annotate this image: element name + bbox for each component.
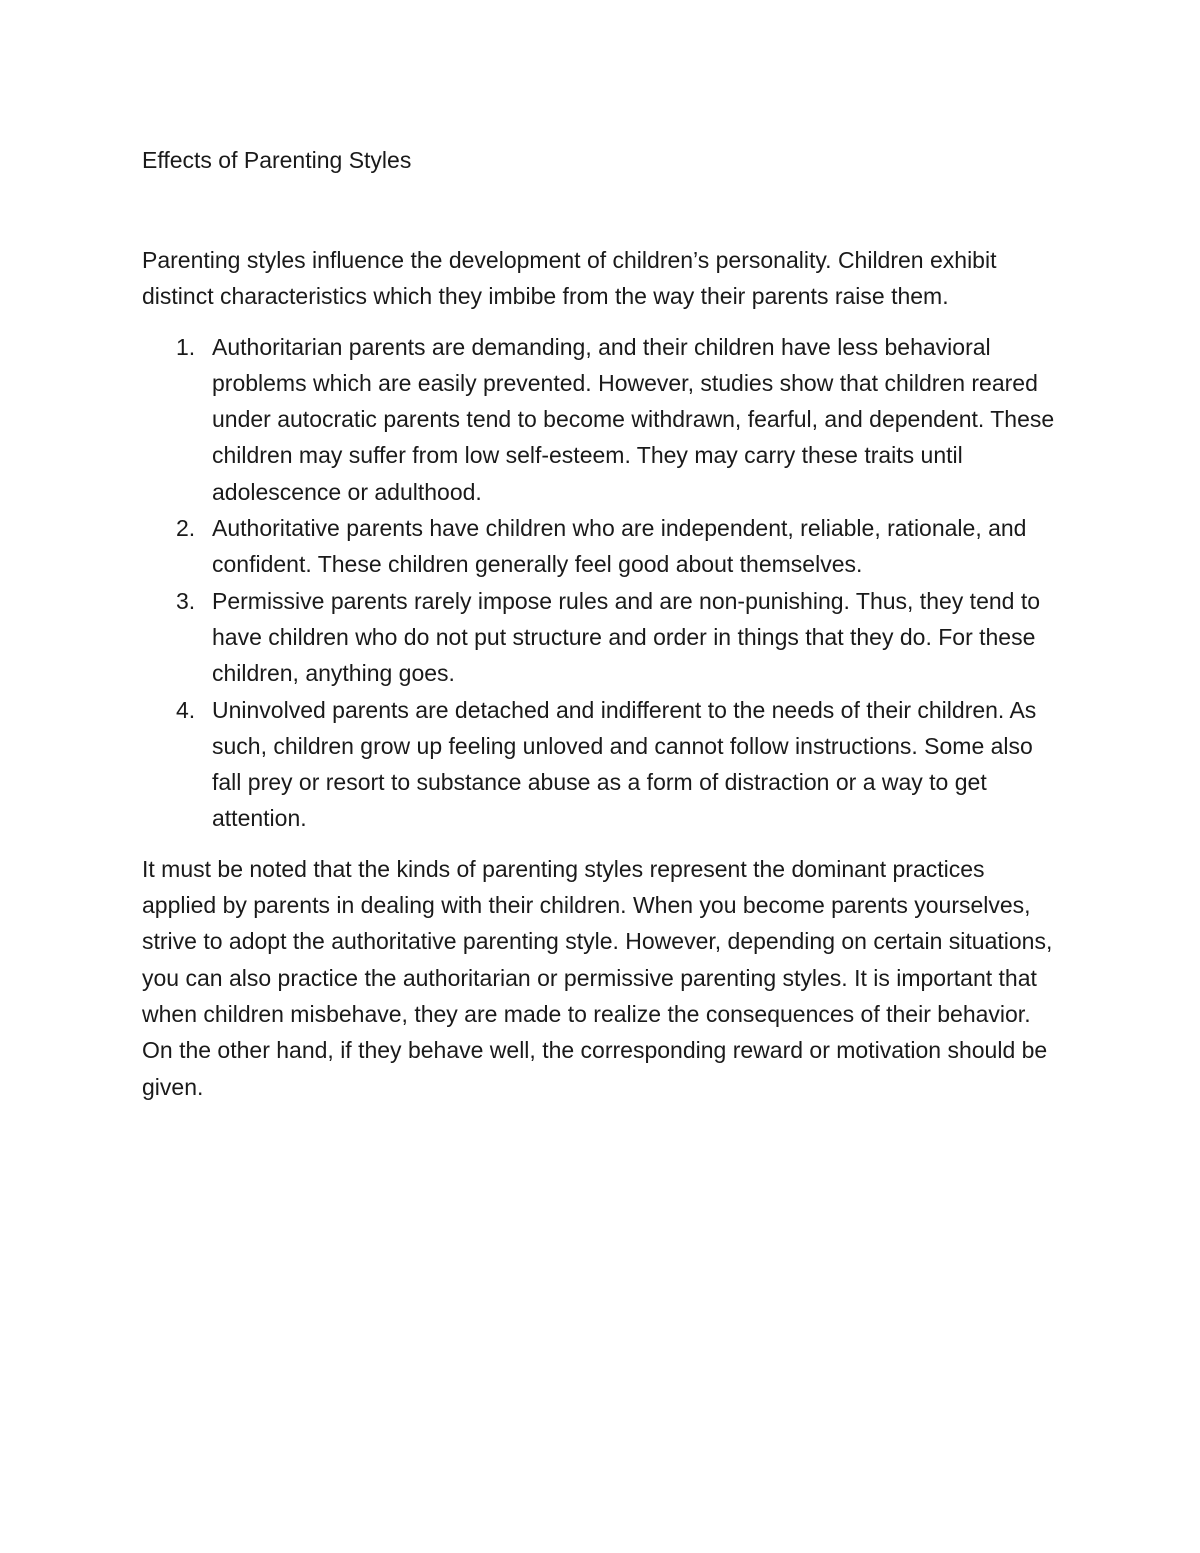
- list-item-number: 3.: [176, 587, 196, 614]
- list-item-number: 2.: [176, 515, 196, 542]
- list-item: [142, 583, 1062, 692]
- list-item: [142, 692, 1062, 837]
- parenting-styles-list: [142, 329, 1062, 837]
- list-item-text: Uninvolved parents are detached and indifferent to the needs of their children. As such, children grow up feeling unloved and cannot follow instructions. Some also fall prey or resort to substance abuse as a form of distraction or a way to get attention.: [212, 696, 1037, 832]
- list-item-text: Authoritative parents have children who are independent, reliable, rationale, and confident. These children generally feel good about themselves.: [212, 515, 1027, 578]
- list-item-text: Authoritarian parents are demanding, and their children have less behavioral problems which are easily prevented. However, studies show that children reared under autocratic parents tend to become withdrawn, fearful, and dependent. These children may suffer from low self-esteem. They may carry these traits until adolescence or adulthood.: [212, 333, 1055, 505]
- document-title: Effects of Parenting Styles: [142, 147, 412, 173]
- intro-paragraph: Parenting styles influence the development of children’s personality. Children exhibit distinct characteristics which they imbibe from the way their parents raise them.: [142, 247, 997, 310]
- list-item: [142, 510, 1062, 583]
- conclusion-paragraph: It must be noted that the kinds of parenting styles represent the dominant practices applied by parents in dealing with their children. When you become parents yourselves, strive to adopt the authoritative parenting style. However, depending on certain situations, you can also practice the authoritarian or permissive parenting styles. It is important that when children misbehave, they are made to realize the consequences of their behavior. On the other hand, if they behave well, the corresponding reward or motivation should be given.: [142, 855, 1053, 1100]
- list-item: [142, 329, 1062, 510]
- list-item-number: 1.: [176, 333, 196, 360]
- list-item-number: 4.: [176, 696, 196, 723]
- list-item-text: Permissive parents rarely impose rules and are non-punishing. Thus, they tend to have children who do not put structure and order in things that they do. For these children, anything goes.: [212, 587, 1041, 687]
- document-body: [142, 142, 1062, 1105]
